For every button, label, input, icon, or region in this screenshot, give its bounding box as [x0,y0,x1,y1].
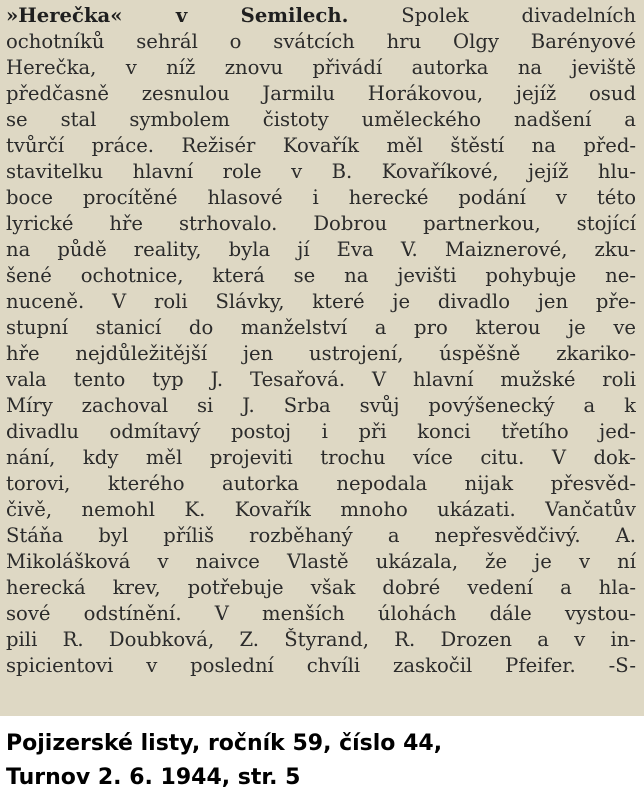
article-line-23: herecká krev, potřebuje však dobré vedení a hla- [6,576,636,599]
article-line-14: hře nejdůležitější jen ustrojení, úspěšně zkariko- [6,342,636,365]
article-line-21: Stáňa byl příliš rozběhaný a nepřesvědčivý. A. [6,524,636,547]
article-line-15: vala tento typ J. Tesařová. V hlavní mužské roli [6,368,636,391]
article-line-1 [6,4,636,28]
article-line-25: pili R. Doubková, Z. Štyrand, R. Drozen a v in- [6,628,636,651]
article-line-2: ochotníků sehrál o svátcích hru Olgy Barényové [6,30,636,53]
article-line-13: stupní stanicí do manželství a pro kterou je ve [6,316,636,339]
article-line-6: tvůrčí práce. Režisér Kovařík měl štěstí na před- [6,134,636,157]
source-caption-line-1: Pojizerské listy, ročník 59, číslo 44, [6,731,443,756]
article-line-9: lyrické hře strhovalo. Dobrou partnerkou, stojící [6,212,636,235]
article-line-16: Míry zachoval si J. Srba svůj povýšenecký a k [6,394,636,417]
article-line-26: spicientovi v poslední chvíli zaskočil Pfeifer. -S- [6,654,636,677]
article-line-5: se stal symbolem čistoty uměleckého nadšení a [6,108,636,131]
article-line-10: na půdě reality, byla jí Eva V. Maiznerové, zku- [6,238,636,261]
article-line-4: předčasně zesnulou Jarmilu Horákovou, jejíž osud [6,82,636,105]
article-line-7: stavitelku hlavní role v B. Kovaříkové, jejíž hlu- [6,160,636,183]
article-line-20: čivě, nemohl K. Kovařík mnoho ukázati. Vančatův [6,498,636,521]
article-line-18: nání, kdy měl projeviti trochu více citu. V dok- [6,446,636,469]
article-line-12: nuceně. V roli Slávky, které je divadlo jen pře- [6,290,636,313]
article-line-17: divadlu odmítavý postoj i při konci třetího jed- [6,420,636,443]
article-line-19: torovi, kterého autorka nepodala nijak přesvěd- [6,472,636,495]
article-line-8: boce procítěné hlasové i herecké podání v této [6,186,636,209]
article-line-1-text: Spolek divadelních [348,4,636,27]
source-caption-line-2: Turnov 2. 6. 1944, str. 5 [6,765,301,790]
article-line-24: sové odstínění. V menších úlohách dále vystou- [6,602,636,625]
article-line-11: šené ochotnice, která se na jevišti pohybuje ne- [6,264,636,287]
article-line-3: Herečka, v níž znovu přivádí autorka na jeviště [6,56,636,79]
article-line-22: Mikolášková v naivce Vlastě ukázala, že je v ní [6,550,636,573]
article-headline: »Herečka« v Semilech. [6,4,349,27]
